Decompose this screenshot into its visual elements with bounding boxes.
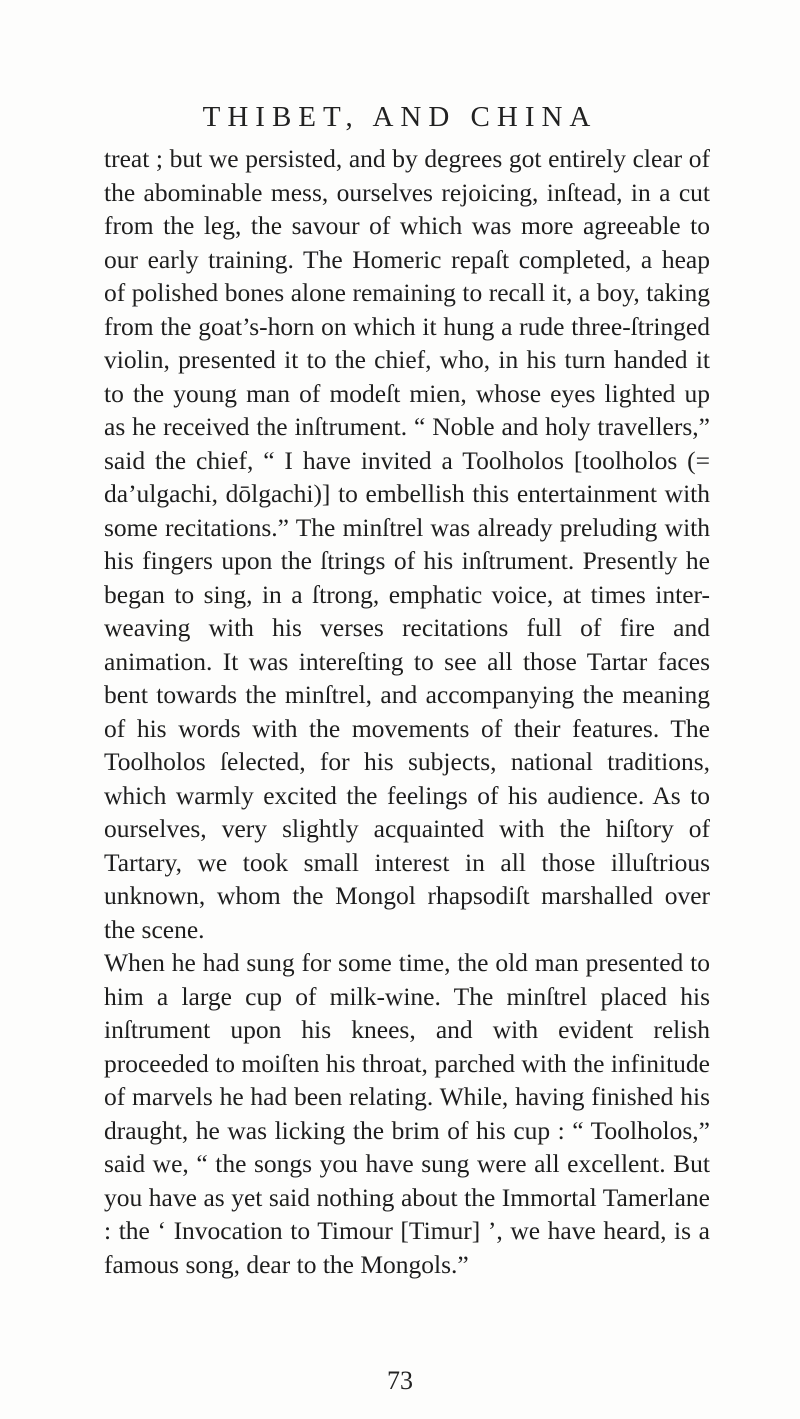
page-number: 73	[387, 1366, 413, 1395]
paragraph-1: treat ; but we persisted, and by degrees got entirely clear of the abominable mess, ourselves rejoicing, inſtead, in a cut from the leg, the savour of which was more agreeable to our early training. The Homeric repaſt completed, a heap of polished bones alone remaining to recall it, a boy, taking from the goat’s-horn on which it hung a rude three-ſtringed violin, presented it to the chief, who, in his turn handed it to the young man of modeſt mien, whose eyes lighted up as he received the inſtrument. “ Noble and holy travellers,” said the chief, “ I have invited a Toolholos [toolholos (= da’ulgachi, dōlgachi)] to embellish this entertainment with some recitations.” The minſtrel was already preluding with his fingers upon the ſtrings of his inſtrument. Presently he began to sing, in a ſtrong, emphatic voice, at times inter-weaving with his verses recitations full of fire and animation. It was intereſting to see all those Tartar faces bent towards the minſtrel, and accompanying the meaning of his words with the movements of their features. The Toolholos ſelected, for his subjects, national traditions, which warmly excited the feelings of his audience. As to ourselves, very slightly acquainted with the hiſtory of Tartary, we took small interest in all those illuſtrious unknown, whom the Mongol rhapsodiſt marshalled over the scene.	[104, 144, 710, 944]
body-text	[104, 142, 710, 1281]
paragraph-2: When he had sung for some time, the old man presented to him a large cup of milk-wine. The minſtrel placed his inſtrument upon his knees, and with evident relish proceeded to moiſten his throat, parched with the infinitude of marvels he had been relating. While, having finished his draught, he was licking the brim of his cup : “ Toolholos,” said we, “ the songs you have sung were all excellent. But you have as yet said nothing about the Immortal Tamerlane : the ‘ Invocation to Timour [Timur] ’, we have heard, is a famous song, dear to the Mongols.”	[104, 948, 710, 1279]
running-head: THIBET, AND CHINA	[202, 101, 598, 133]
